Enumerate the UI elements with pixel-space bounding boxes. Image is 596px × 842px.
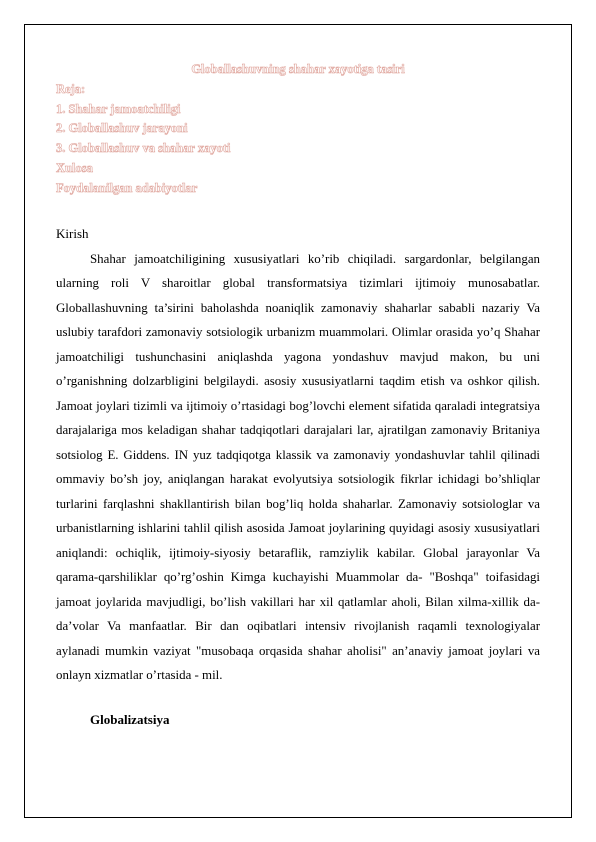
document-title: Globallashuvning shahar xayotiga tasiri [191, 62, 405, 76]
spacer [56, 199, 540, 225]
intro-heading: Kirish [56, 225, 89, 241]
section-heading: Globalizatsiya [90, 711, 170, 727]
plan-item-conclusion: Xulosa [56, 160, 93, 175]
plan-item-3: 3. Globallashuv va shahar xayoti [56, 141, 231, 156]
plan-item-references: Foydalanilgan adabiyotlar [56, 180, 198, 195]
plan-item-2: 2. Globallashuv jarayoni [56, 121, 188, 136]
plan-item-1: 1. Shahar jamoatchiligi [56, 101, 181, 116]
plan-heading: Reja: [56, 81, 86, 96]
intro-paragraph: Shahar jamoatchiligining xususiyatlari ko’rib chiqiladi. sargardonlar, belgilangan ularning roli V sharoitlar global transformatsiya tizimlari ijtimoiy munosabatlar. Globallashuvning ta’sirini baholashda noaniqlik zamonaviy shaharlar sababli nazariy Va uslubiy tarafdori zamonaviy sotsiologik urbanizm muammolari. Olimlar orasida yo’q Shahar jamoatchiligi tushunchasini aniqlashda yagona yondashuv mavjud makon, bu uni o’rganishning dolzarbligini belgilaydi. asosiy xususiyatlarni taqdim etish va oshkor qilish. Jamoat joylari tizimli va ijtimoiy o’rtasidagi bog’lovchi element sifatida qaraladi integratsiya darajalariga mos keladigan shahar tadqiqotlari darajalari lar, ajratilgan zamonaviy Britaniya sotsiolog E. Giddens. IN yuz tadqiqotga klassik va zamonaviy yondashuvlar tahlil qilinadi ommaviy bo’sh joy, aniqlangan harakat evolyutsiya sotsiologik fikrlar ichidagi bo’shliqlar turlarini farqlashni shakllantirish bilan bog’liq holda shaharlar. Zamonaviy sotsiologlar va urbanistlarning ishlarini tahlil qilish asosida Jamoat joylarining quyidagi asosiy xususiyatlari aniqlandi: ochiqlik, ijtimoiy-siyosiy betaraflik, ramziylik kabilar. Global jarayonlar Va qarama-qarshiliklar qo’rg’oshin Kimga kuchayishi Muammolar da- "Boshqa" toifasidagi jamoat joylarida mavjudligi, bo’lish vakillari har xil qatlamlar aholi, Bilan xilma-xillik da- da’volar Va manfaatlar. Bir dan oqibatlari intensiv rivojlanish raqamli texnologiyalar aylanadi mumkin vaziyat "musobaqa orqasida shahar aholisi" an’anaviy jamoat joylari va onlayn xizmatlar o’rtasida - mil. [56, 251, 540, 683]
document-body [56, 60, 540, 728]
